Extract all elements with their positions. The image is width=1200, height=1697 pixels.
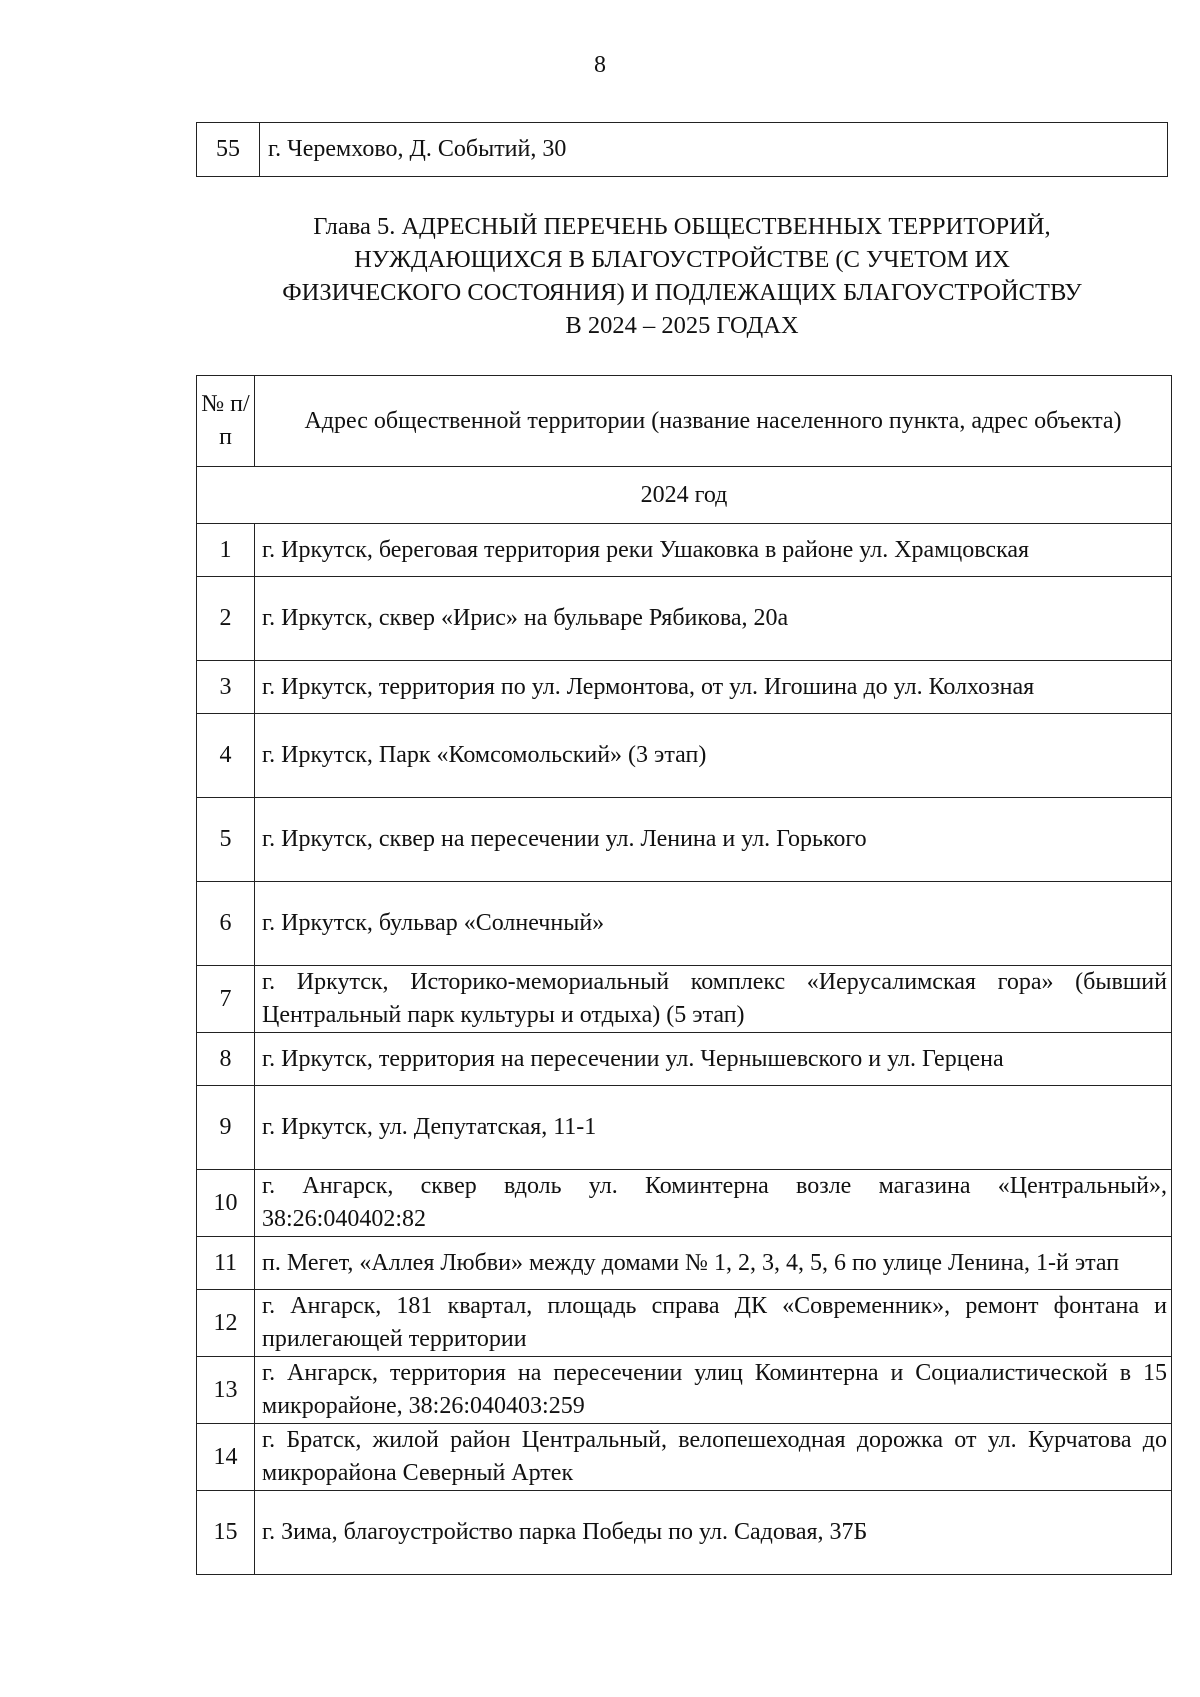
chapter-title-line: Глава 5. АДРЕСНЫЙ ПЕРЕЧЕНЬ ОБЩЕСТВЕННЫХ ТЕРРИТОРИЙ, (313, 213, 1051, 240)
row-address: г. Иркутск, территория на пересечении ул. Чернышевского и ул. Герцена (255, 1033, 1172, 1086)
table-row (197, 577, 1172, 661)
row-address (255, 1086, 1172, 1170)
table-row (197, 1086, 1172, 1170)
row-number: 12 (197, 1290, 255, 1357)
header-number: № п/п (197, 376, 255, 467)
row-number: 6 (197, 882, 255, 966)
table-row (197, 966, 1172, 1033)
row-address: г. Черемхово, Д. Событий, 30 (260, 123, 1168, 177)
row-address: г. Братск, жилой район Центральный, велопешеходная дорожка от ул. Курчатова до микрорайона Северный Артек (255, 1424, 1172, 1491)
table-row (197, 524, 1172, 577)
table-header-row (197, 376, 1172, 467)
table-row (197, 1033, 1172, 1086)
row-address: г. Иркутск, Историко-мемориальный комплекс «Иерусалимская гора» (бывший Центральный парк культуры и отдыха) (5 этап) (255, 966, 1172, 1033)
row-number: 13 (197, 1357, 255, 1424)
territories-table (196, 375, 1172, 1575)
table-row (197, 1290, 1172, 1357)
chapter-title-line: ФИЗИЧЕСКОГО СОСТОЯНИЯ) И ПОДЛЕЖАЩИХ БЛАГОУСТРОЙСТВУ (282, 279, 1082, 306)
year-label: 2024 год (197, 467, 1172, 524)
row-address-text: г. Иркутск, сквер «Ирис» на бульваре Рябикова, 20а (262, 605, 789, 631)
row-number: 8 (197, 1033, 255, 1086)
row-number: 4 (197, 714, 255, 798)
row-number: 11 (197, 1237, 255, 1290)
table-row (197, 882, 1172, 966)
row-number: 55 (197, 123, 260, 177)
row-number: 14 (197, 1424, 255, 1491)
row-address (255, 577, 1172, 661)
row-address (255, 882, 1172, 966)
year-row (197, 467, 1172, 524)
row-address: г. Ангарск, сквер вдоль ул. Коминтерна возле магазина «Центральный», 38:26:040402:82 (255, 1170, 1172, 1237)
carry-over-table (196, 122, 1168, 177)
page-number: 8 (594, 52, 606, 78)
row-number: 1 (197, 524, 255, 577)
row-address-text: г. Иркутск, бульвар «Солнечный» (262, 910, 605, 936)
row-number: 3 (197, 661, 255, 714)
chapter-title-line: НУЖДАЮЩИХСЯ В БЛАГОУСТРОЙСТВЕ (С УЧЕТОМ ИХ (354, 246, 1010, 273)
row-address-text: г. Иркутск, Парк «Комсомольский» (3 этап) (262, 742, 707, 768)
row-number: 10 (197, 1170, 255, 1237)
table-row (197, 1170, 1172, 1237)
row-address: г. Ангарск, 181 квартал, площадь справа ДК «Современник», ремонт фонтана и прилегающей территории (255, 1290, 1172, 1357)
table-row (197, 1357, 1172, 1424)
row-address (255, 798, 1172, 882)
table-row (197, 1491, 1172, 1575)
table-row (197, 798, 1172, 882)
table-row (197, 123, 1168, 177)
row-address: г. Иркутск, береговая территория реки Ушаковка в районе ул. Храмцовская (255, 524, 1172, 577)
row-address: п. Мегет, «Аллея Любви» между домами № 1, 2, 3, 4, 5, 6 по улице Ленина, 1-й этап (255, 1237, 1172, 1290)
row-address-text: г. Иркутск, сквер на пересечении ул. Ленина и ул. Горького (262, 826, 867, 852)
row-address-text: г. Зима, благоустройство парка Победы по ул. Садовая, 37Б (262, 1519, 868, 1545)
row-address (255, 1491, 1172, 1575)
row-address (255, 714, 1172, 798)
table-row (197, 1237, 1172, 1290)
row-number: 7 (197, 966, 255, 1033)
row-number: 9 (197, 1086, 255, 1170)
chapter-title-line: В 2024 – 2025 ГОДАХ (565, 312, 799, 339)
row-number: 5 (197, 798, 255, 882)
row-number: 2 (197, 577, 255, 661)
row-address: г. Ангарск, территория на пересечении улиц Коминтерна и Социалистической в 15 микрорайоне, 38:26:040403:259 (255, 1357, 1172, 1424)
table-row (197, 661, 1172, 714)
table-row (197, 1424, 1172, 1491)
chapter-title (196, 210, 1168, 342)
header-address: Адрес общественной территории (название населенного пункта, адрес объекта) (255, 376, 1172, 467)
row-address-text: г. Иркутск, ул. Депутатская, 11-1 (262, 1114, 597, 1140)
table-row (197, 714, 1172, 798)
row-number: 15 (197, 1491, 255, 1575)
row-address: г. Иркутск, территория по ул. Лермонтова, от ул. Игошина до ул. Колхозная (255, 661, 1172, 714)
